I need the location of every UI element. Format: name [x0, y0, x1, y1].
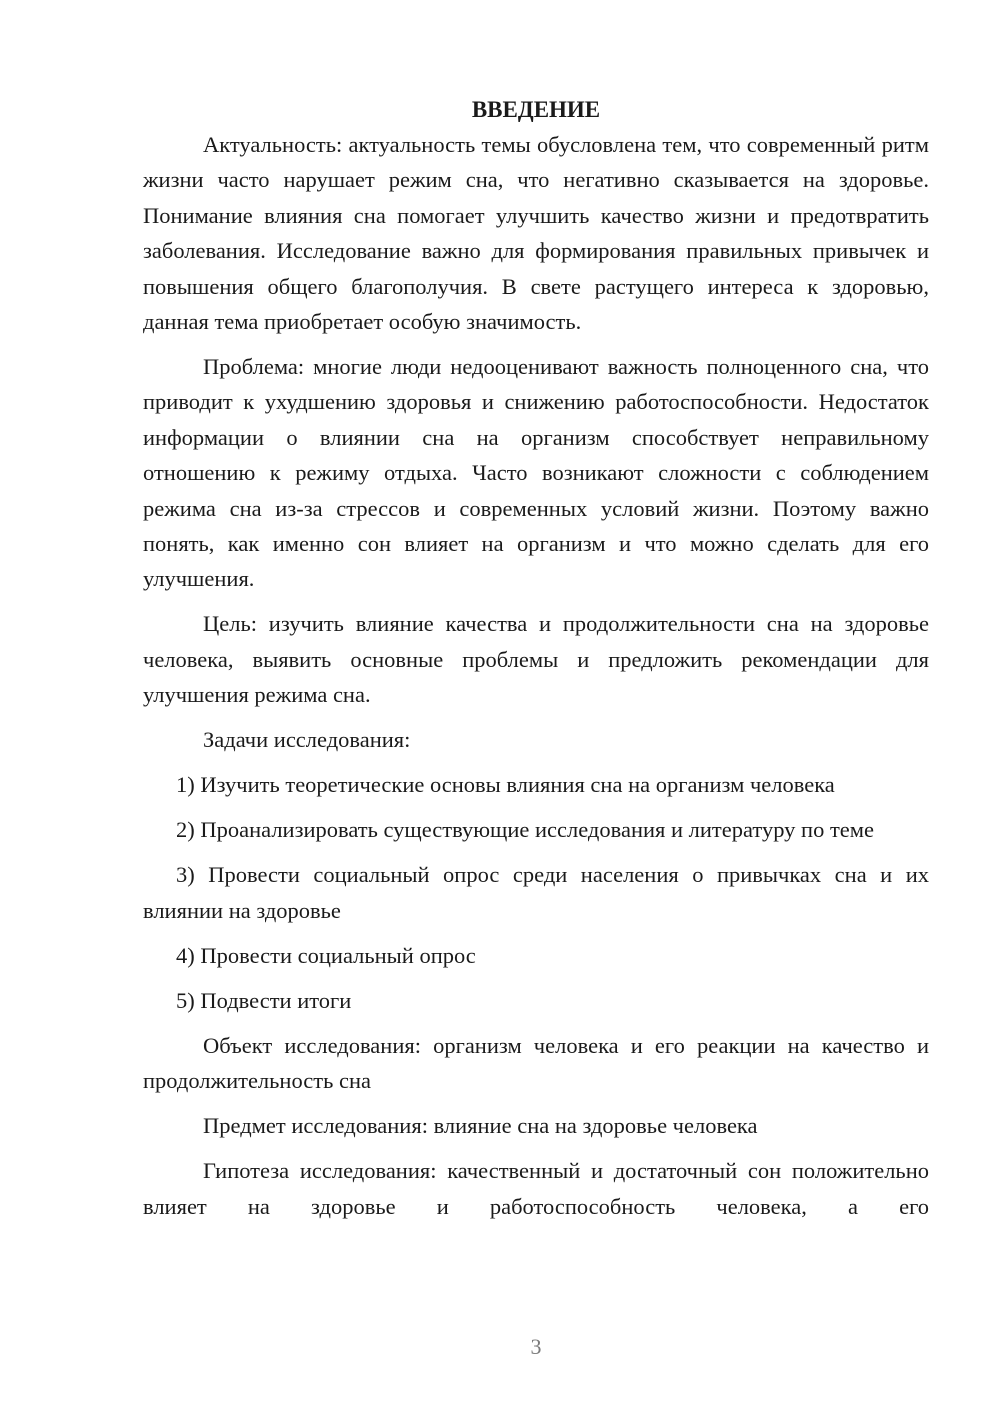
paragraph-goal: Цель: изучить влияние качества и продолжительности сна на здоровье человека, выявить основные проблемы и предложить рекомендации для улучшения режима сна. [143, 611, 929, 708]
paragraph-problem: Проблема: многие люди недооценивают важность полноценного сна, что приводит к ухудшению здоровья и снижению работоспособности. Недостаток информации о влиянии сна на организм способствует неправильному отношению к режиму отдыха. Часто возникают сложности с соблюдением режима сна из-за стрессов и современных условий жизни. Поэтому важно понять, как именно сон влияет на организм и что можно сделать для его улучшения. [143, 354, 929, 592]
page-number: 3 [530, 1334, 542, 1359]
tasks-heading: Задачи исследования: [203, 727, 411, 753]
paragraph-subject: Предмет исследования: влияние сна на здоровье человека [203, 1113, 758, 1139]
page-body [143, 92, 929, 1224]
task-item-2: 2) Проанализировать существующие исследования и литературу по теме [176, 817, 874, 843]
task-item-1: 1) Изучить теоретические основы влияния сна на организм человека [176, 772, 835, 798]
task-item-3: 3) Провести социальный опрос среди населения о привычках сна и их влиянии на здоровье [143, 862, 929, 923]
paragraph-relevance: Актуальность: актуальность темы обусловлена тем, что современный ритм жизни часто нарушает режим сна, что негативно сказывается на здоровье. Понимание влияния сна помогает улучшить качество жизни и предотвратить заболевания. Исследование важно для формирования правильных привычек и повышения общего благополучия. В свете растущего интереса к здоровью, данная тема приобретает особую значимость. [143, 132, 929, 335]
paragraph-hypothesis: Гипотеза исследования: качественный и достаточный сон положительно влияет на здоровье и работоспособность человека, а его [143, 1158, 929, 1219]
paragraph-object: Объект исследования: организм человека и его реакции на качество и продолжительность сна [143, 1032, 929, 1094]
task-item-5: 5) Подвести итоги [176, 987, 352, 1013]
page-title: ВВЕДЕНИЕ [471, 97, 601, 122]
task-item-4: 4) Провести социальный опрос [176, 942, 476, 968]
